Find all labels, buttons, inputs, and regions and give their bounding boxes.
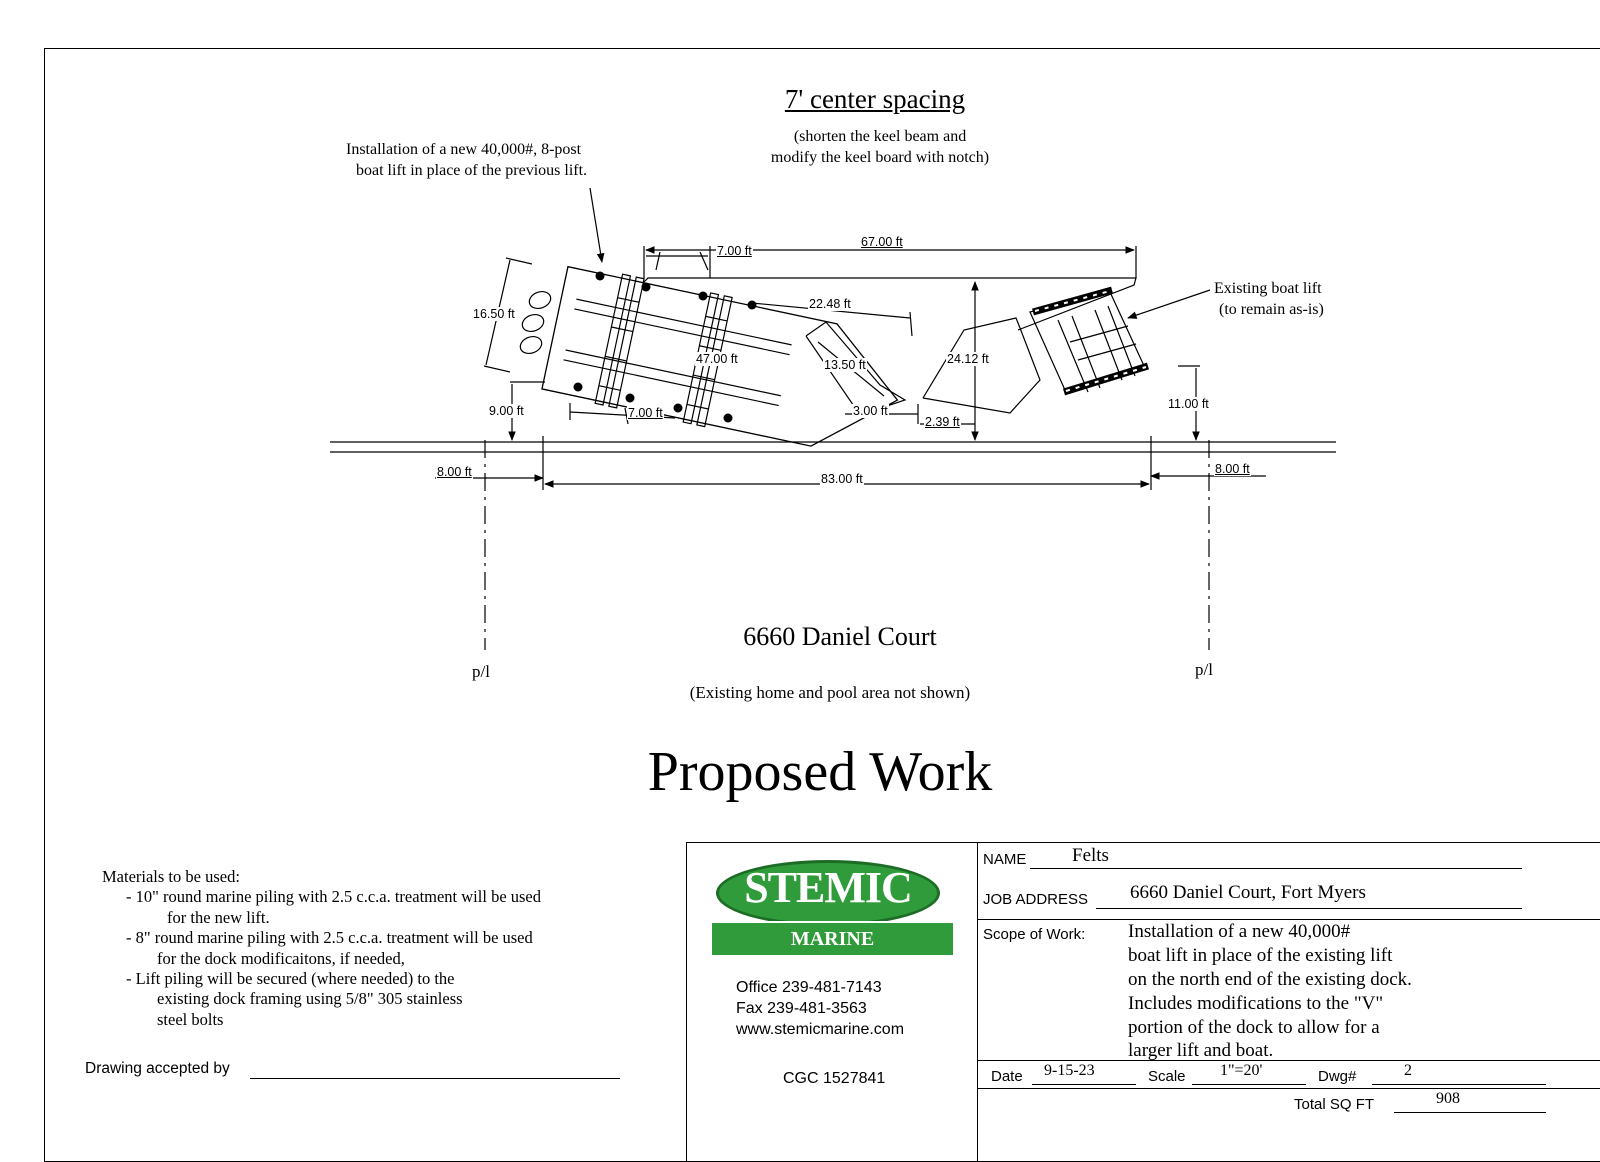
piling-dots	[574, 272, 757, 423]
dim-label-16-50: 16.50 ft	[473, 307, 515, 321]
name-value: Felts	[1072, 845, 1109, 866]
company-logo-band: MARINE CONSTRUCTION	[712, 921, 953, 957]
drawing-heading: 7' center spacing	[784, 84, 966, 114]
title-block-rule-3	[977, 1088, 1600, 1089]
dim-label-24-12: 24.12 ft	[947, 352, 989, 366]
dim-label-2-39: 2.39 ft	[925, 415, 960, 429]
date-underline	[1032, 1084, 1136, 1085]
materials-item-2-cont: for the dock modificaitons, if needed,	[157, 949, 405, 968]
main-title: Proposed Work	[647, 741, 993, 803]
company-license: CGC 1527841	[783, 1070, 886, 1087]
dim-label-83: 83.00 ft	[821, 472, 863, 486]
sqft-label: Total SQ FT	[1294, 1096, 1375, 1113]
dim-label-47: 47.00 ft	[696, 352, 738, 366]
date-label: Date	[991, 1068, 1023, 1085]
dim-label-7-top: 7.00 ft	[717, 244, 752, 258]
scope-line-1: Installation of a new 40,000#	[1128, 921, 1351, 942]
dim-label-8-right: 8.00 ft	[1215, 462, 1250, 476]
title-block-divider	[977, 842, 978, 1162]
dim-label-22-48: 22.48 ft	[809, 297, 851, 311]
company-website: www.stemicmarine.com	[736, 1021, 905, 1038]
property-line-label-left: p/l	[472, 662, 490, 681]
dim-label-9: 9.00 ft	[489, 404, 524, 418]
property-address: 6660 Daniel Court	[743, 622, 937, 651]
scope-label: Scope of Work:	[983, 926, 1086, 943]
dim-label-13-50: 13.50 ft	[824, 358, 866, 372]
company-office-phone: Office 239-481-7143	[736, 979, 882, 996]
existing-lift-callout-1: Existing boat lift	[1214, 280, 1322, 297]
heading-note-2: modify the keel board with notch)	[770, 149, 990, 166]
materials-item-1-cont: for the new lift.	[167, 908, 270, 927]
scale-underline	[1192, 1084, 1306, 1085]
scale-value: 1"=20'	[1220, 1062, 1263, 1079]
materials-item-1: - 10" round marine piling with 2.5 c.c.a. treatment will be used	[126, 887, 542, 906]
job-address-underline	[1096, 908, 1522, 909]
dim-label-8-left: 8.00 ft	[437, 465, 472, 479]
accepted-by-signature-line	[250, 1078, 620, 1079]
title-block-rule-2	[977, 1060, 1600, 1061]
job-address-label: JOB ADDRESS	[983, 891, 1089, 908]
scope-line-4: Includes modifications to the "V"	[1128, 993, 1384, 1014]
property-line-label-right: p/l	[1195, 660, 1213, 679]
dwg-label: Dwg#	[1318, 1068, 1357, 1085]
scope-line-6: larger lift and boat.	[1128, 1040, 1274, 1061]
title-block-rule-1	[977, 919, 1600, 920]
materials-item-2: - 8" round marine piling with 2.5 c.c.a. treatment will be used	[126, 928, 533, 947]
scope-line-2: boat lift in place of the existing lift	[1128, 945, 1393, 966]
materials-item-3-cont-1: existing dock framing using 5/8" 305 stainless	[157, 989, 463, 1008]
scope-line-5: portion of the dock to allow for a	[1128, 1017, 1380, 1038]
name-underline	[1030, 868, 1522, 869]
dim-label-7-bottom: 7.00 ft	[628, 406, 663, 420]
job-address-value: 6660 Daniel Court, Fort Myers	[1130, 882, 1366, 903]
name-label: NAME	[983, 851, 1027, 868]
property-note: (Existing home and pool area not shown)	[689, 683, 971, 702]
materials-item-3-cont-2: steel bolts	[157, 1010, 224, 1029]
new-lift-callout-2: boat lift in place of the previous lift.	[356, 162, 588, 179]
materials-item-3: - Lift piling will be secured (where needed) to the	[126, 969, 455, 988]
sqft-value: 908	[1436, 1090, 1460, 1107]
scope-line-3: on the north end of the existing dock.	[1128, 969, 1412, 990]
dwg-value: 2	[1404, 1062, 1412, 1079]
dwg-underline	[1372, 1084, 1546, 1085]
new-lift-callout-1: Installation of a new 40,000#, 8-post	[346, 141, 582, 158]
dim-label-11: 11.00 ft	[1168, 397, 1209, 411]
materials-header: Materials to be used:	[102, 867, 240, 886]
dim-label-3: 3.00 ft	[853, 404, 888, 418]
company-fax: Fax 239-481-3563	[736, 1000, 867, 1017]
scale-label: Scale	[1148, 1068, 1186, 1085]
accepted-by-label: Drawing accepted by	[85, 1060, 230, 1077]
dim-label-67: 67.00 ft	[861, 235, 903, 249]
existing-lift-callout-2: (to remain as-is)	[1219, 301, 1324, 318]
date-value: 9-15-23	[1044, 1062, 1095, 1079]
sqft-underline	[1394, 1112, 1546, 1113]
heading-note-1: (shorten the keel beam and	[793, 128, 967, 145]
company-logo-word: STEMIC	[744, 863, 912, 912]
